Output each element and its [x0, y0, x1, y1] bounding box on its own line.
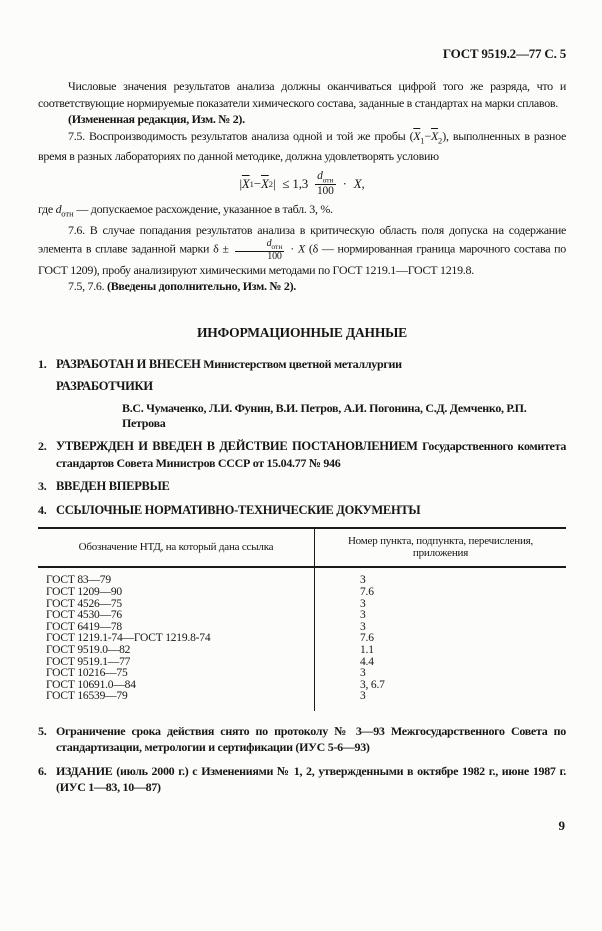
abs-close: |: [273, 175, 276, 191]
sub-1: 1: [420, 134, 425, 145]
clause-number-cell: 4.4: [360, 655, 374, 668]
info-item-validity: [38, 723, 566, 756]
clause-number-cell: 3, 6.7: [360, 678, 385, 691]
clause-number-cell: 7.6: [360, 585, 374, 598]
ntd-reference-cell: ГОСТ 83—79: [38, 567, 315, 587]
references-table-header: [38, 528, 566, 567]
sub-otn: отн: [61, 208, 74, 219]
sub-1: 1: [249, 178, 254, 189]
le-coefficient: ≤ 1,3: [282, 175, 309, 191]
fraction-d-otn-100: [315, 170, 336, 198]
fraction-numerator: $d_{отн}$: [317, 169, 334, 185]
ntd-reference-cell: ГОСТ 4530—76: [38, 610, 315, 622]
ntd-reference-cell: ГОСТ 4526—75: [38, 599, 315, 611]
clause-number-cell: 3: [360, 574, 366, 587]
ntd-reference-cell: ГОСТ 1219.1-74—ГОСТ 1219.8-74: [38, 633, 315, 645]
paragraph-7-6: [38, 222, 566, 278]
fraction-numerator: $d_{отн}$: [235, 239, 285, 252]
minus-sign: −: [424, 128, 432, 143]
ntd-reference-cell: ГОСТ 9519.1—77: [38, 657, 315, 669]
fraction-denominator: 100: [267, 251, 282, 263]
column-header-clause: Номер пункта, подпункта, перечисления, приложения: [315, 528, 567, 567]
ntd-reference-cell: ГОСТ 6419—78: [38, 622, 315, 634]
clause-number-cell: 1.1: [360, 643, 374, 656]
xbar-2: $\overline{X}$: [431, 128, 439, 143]
where-rest: — допускаемое расхождение, указанное в табл. 3, %.: [73, 202, 333, 217]
cdot: ·: [342, 175, 347, 191]
ntd-reference-cell: ГОСТ 10691.0—84: [38, 680, 315, 692]
note-clauses: 7.5, 7.6.: [68, 279, 108, 294]
paragraph-7-5-7-6-note: [38, 278, 566, 295]
where-prefix: где: [38, 202, 56, 217]
ntd-reference-cell: ГОСТ 10216—75: [38, 668, 315, 680]
paragraph-7-5: [38, 128, 566, 165]
item-number: 4.: [38, 502, 47, 517]
edition-text: ИЗДАНИЕ (июль 2000 г.) с Изменениями № 1, 2, утвержденными в октябре 1982 г., июне 1987 г. (ИУС 1—83, 10—87): [56, 763, 566, 795]
clause-number-cell: 3: [360, 690, 366, 703]
running-header: ГОСТ 9519.2—77 С. 5: [442, 46, 566, 61]
amended-note: (Измененная редакция, Изм. № 2).: [68, 112, 245, 126]
ntd-reference-cell: ГОСТ 9519.0—82: [38, 645, 315, 657]
item-number: 6.: [38, 763, 47, 778]
p75-text-before: 7.5. Воспроизводимость результатов анализа одной и той же пробы (: [68, 128, 414, 143]
variable-x: X: [353, 175, 362, 191]
validity-text: Ограничение срока действия снято по протоколу № 3—93 Межгосударственного Совета по стандартизации, метрологии и сертификации (ИУС 5-6—93): [56, 723, 566, 755]
item-number: 2.: [38, 439, 47, 454]
table-row: [38, 587, 566, 599]
information-data-heading: ИНФОРМАЦИОННЫЕ ДАННЫЕ: [197, 324, 407, 340]
info-item-approved: [38, 438, 566, 471]
paragraph-numeric-values: Числовые значения результатов анализа должны оканчиваться цифрой того же разряда, что и соответствующие нормируемые показатели химического состава, заданные в стандартах на марки сплавов.: [38, 79, 566, 110]
fraction-d-otn-100: [235, 239, 285, 262]
minus-sign: −: [253, 175, 262, 191]
info-item-first-edition: [38, 478, 566, 495]
info-item-reference-documents: [38, 502, 566, 519]
references-table-body: [38, 567, 566, 711]
sub-2: 2: [438, 134, 443, 145]
variable-x: X: [297, 241, 305, 256]
cdot: ·: [290, 241, 294, 256]
page-number: 9: [558, 818, 565, 833]
xbar-2: $\overline{X}$: [261, 175, 269, 191]
xbar-1: $\overline{X}$: [413, 128, 421, 143]
info-item-developed: [38, 356, 566, 373]
first-edition-label: ВВЕДЕН ВПЕРВЫЕ: [56, 479, 170, 494]
column-header-ntd: Обозначение НТД, на который дана ссылка: [38, 528, 315, 567]
clause-number-cell: 3: [360, 667, 366, 680]
developers-names: В.С. Чумаченко, Л.И. Фунин, В.И. Петров, А.И. Погонина, С.Д. Демченко, Р.П. Петрова: [122, 401, 527, 431]
table-row: [38, 668, 566, 680]
reproducibility-formula: [38, 170, 566, 198]
xbar-1: $\overline{X}$: [241, 175, 250, 191]
developed-label: РАЗРАБОТАН И ВНЕСЕН: [56, 356, 201, 371]
variable-d: d: [55, 202, 62, 217]
item-number: 5.: [38, 723, 47, 738]
p75-text-after: ), выполненных в разное время в разных лабораториях по данной методике, должна удовлетворять условию: [38, 128, 566, 164]
ntd-reference-cell: ГОСТ 16539—79: [38, 691, 315, 711]
comma: ,: [361, 175, 365, 191]
where-clause: [38, 201, 566, 222]
introduced-note: (Введены дополнительно, Изм. № 2).: [107, 279, 296, 294]
item-number: 3.: [38, 479, 47, 494]
abs-open: |: [239, 175, 242, 191]
table-row: [38, 610, 566, 622]
sub-2: 2: [268, 178, 274, 189]
item-number: 1.: [38, 356, 47, 371]
clause-number-cell: 7.6: [360, 632, 374, 645]
approved-label: УТВЕРЖДЕН И ВВЕДЕН В ДЕЙСТВИЕ ПОСТАНОВЛЕНИЕМ: [56, 439, 418, 454]
ntd-reference-cell: ГОСТ 1209—90: [38, 587, 315, 599]
developers-heading: РАЗРАБОТЧИКИ: [56, 379, 153, 394]
table-row: [38, 567, 566, 587]
p76-text-before: 7.6. В случае попадания результатов анализа в критическую область поля допуска на содержание элемента в сплаве заданной марки δ ±: [38, 222, 566, 256]
clause-number-cell: 3: [360, 609, 366, 622]
reference-documents-label: ССЫЛОЧНЫЕ НОРМАТИВНО-ТЕХНИЧЕСКИЕ ДОКУМЕНТЫ: [56, 502, 421, 517]
developed-value: Министерством цветной металлургии: [203, 356, 402, 371]
references-table: [38, 527, 566, 711]
table-row: [38, 691, 566, 711]
clause-number-cell: 3: [360, 620, 366, 633]
fraction-denominator: 100: [316, 185, 334, 198]
table-row: [38, 645, 566, 657]
info-item-edition: [38, 763, 566, 796]
p76-text-after: (δ — нормированная граница марочного состава по ГОСТ 1209), пробу анализируют химическими методами по ГОСТ 1219.1—ГОСТ 1219.8.: [38, 241, 567, 277]
approved-value: Государственного комитета стандартов Совета Министров СССР от 15.04.77 № 946: [56, 439, 567, 470]
clause-number-cell: 3: [360, 597, 366, 610]
